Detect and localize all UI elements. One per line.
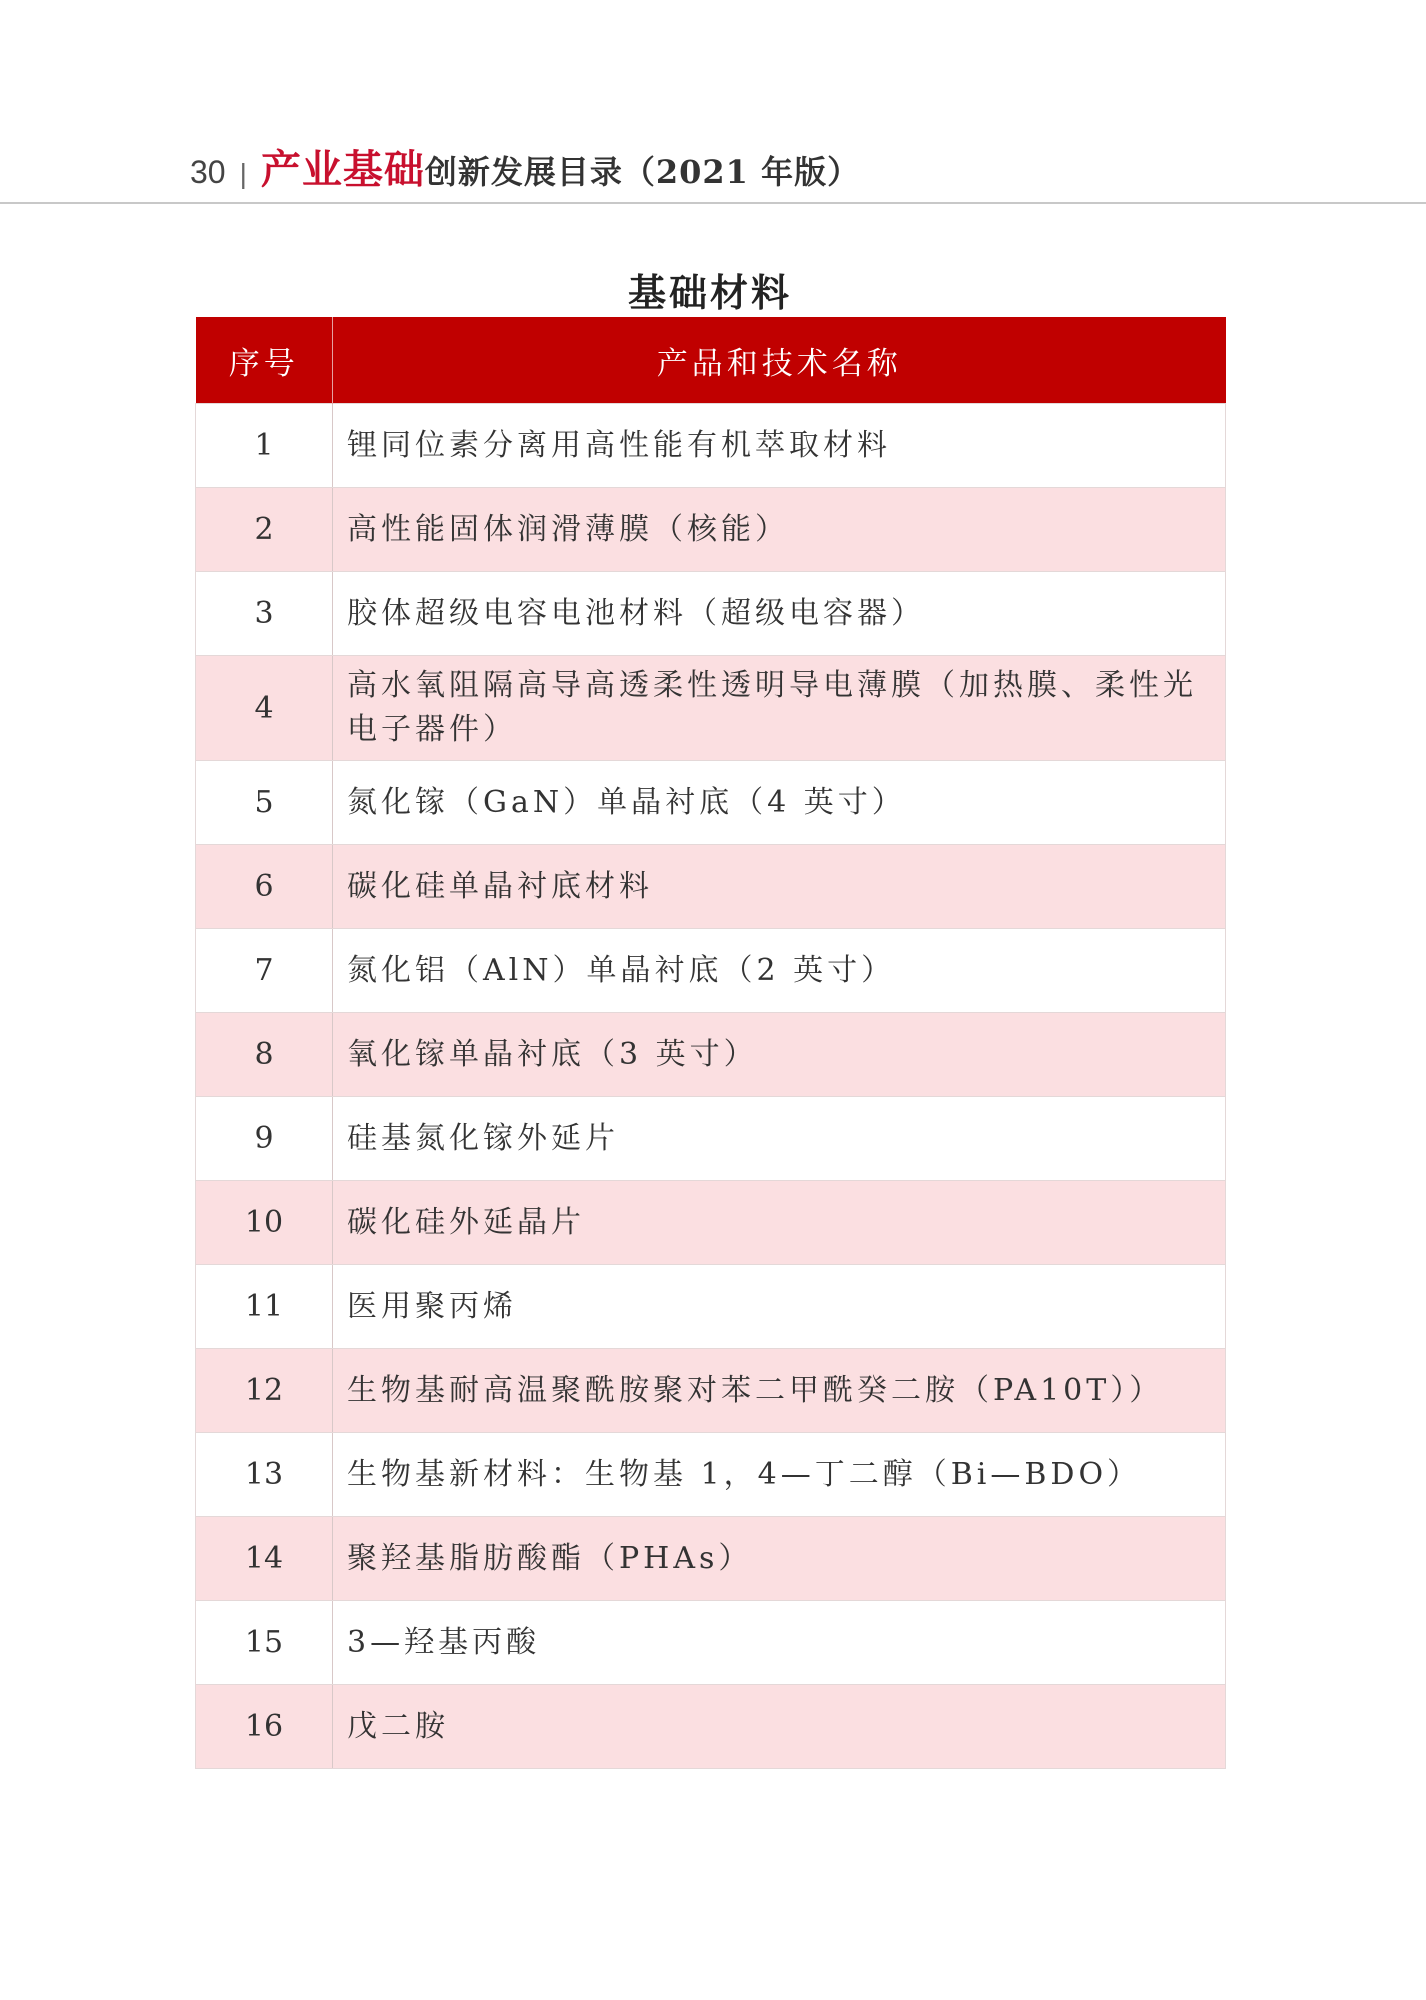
row-name: 3—羟基丙酸 bbox=[333, 1601, 1226, 1685]
table-header-row bbox=[196, 317, 1226, 404]
table-row bbox=[196, 761, 1226, 845]
table-row bbox=[196, 1013, 1226, 1097]
table-row bbox=[196, 1517, 1226, 1601]
row-name: 高性能固体润滑薄膜（核能） bbox=[333, 488, 1226, 572]
table-row bbox=[196, 1265, 1226, 1349]
row-number: 1 bbox=[196, 404, 333, 488]
column-header-number: 序号 bbox=[196, 317, 333, 404]
row-name: 氮化铝（AlN）单晶衬底（2 英寸） bbox=[333, 929, 1226, 1013]
row-number: 7 bbox=[196, 929, 333, 1013]
table-row bbox=[196, 929, 1226, 1013]
row-name: 氮化镓（GaN）单晶衬底（4 英寸） bbox=[333, 761, 1226, 845]
row-number: 13 bbox=[196, 1433, 333, 1517]
row-name: 胶体超级电容电池材料（超级电容器） bbox=[333, 572, 1226, 656]
table-row bbox=[196, 404, 1226, 488]
row-number: 9 bbox=[196, 1097, 333, 1181]
row-name: 戊二胺 bbox=[333, 1685, 1226, 1769]
table-row bbox=[196, 1349, 1226, 1433]
table-row bbox=[196, 1601, 1226, 1685]
row-name: 锂同位素分离用高性能有机萃取材料 bbox=[333, 404, 1226, 488]
row-name: 医用聚丙烯 bbox=[333, 1265, 1226, 1349]
row-name: 氧化镓单晶衬底（3 英寸） bbox=[333, 1013, 1226, 1097]
row-number: 8 bbox=[196, 1013, 333, 1097]
section-title: 基础材料 bbox=[627, 270, 792, 315]
row-number: 5 bbox=[196, 761, 333, 845]
row-number: 6 bbox=[196, 845, 333, 929]
row-name: 硅基氮化镓外延片 bbox=[333, 1097, 1226, 1181]
row-number: 3 bbox=[196, 572, 333, 656]
materials-table bbox=[195, 317, 1226, 1769]
row-number: 4 bbox=[196, 656, 333, 761]
row-name: 碳化硅外延晶片 bbox=[333, 1181, 1226, 1265]
row-name: 高水氧阻隔高导高透柔性透明导电薄膜（加热膜、柔性光电子器件） bbox=[333, 656, 1226, 761]
row-number: 2 bbox=[196, 488, 333, 572]
table-row bbox=[196, 1433, 1226, 1517]
table-row bbox=[196, 1181, 1226, 1265]
row-name: 生物基新材料：生物基 1，4—丁二醇（Bi—BDO） bbox=[333, 1433, 1226, 1517]
table-row bbox=[196, 1097, 1226, 1181]
page-header bbox=[0, 0, 1426, 204]
table-row bbox=[196, 488, 1226, 572]
row-number: 11 bbox=[196, 1265, 333, 1349]
row-number: 12 bbox=[196, 1349, 333, 1433]
header-separator: | bbox=[239, 158, 247, 189]
document-title-highlight: 产业基础 bbox=[260, 146, 425, 193]
table-row bbox=[196, 572, 1226, 656]
document-title-rest: 创新发展目录（2021 年版） bbox=[424, 153, 861, 191]
row-number: 10 bbox=[196, 1181, 333, 1265]
row-name: 聚羟基脂肪酸酯（PHAs） bbox=[333, 1517, 1226, 1601]
table-row bbox=[196, 845, 1226, 929]
table-row bbox=[196, 656, 1226, 761]
row-name: 碳化硅单晶衬底材料 bbox=[333, 845, 1226, 929]
row-number: 16 bbox=[196, 1685, 333, 1769]
row-number: 14 bbox=[196, 1517, 333, 1601]
header-line bbox=[190, 138, 860, 195]
page-number: 30 bbox=[190, 154, 226, 190]
row-name: 生物基耐高温聚酰胺聚对苯二甲酰癸二胺（PA10T）） bbox=[333, 1349, 1226, 1433]
row-number: 15 bbox=[196, 1601, 333, 1685]
table-row bbox=[196, 1685, 1226, 1769]
column-header-name: 产品和技术名称 bbox=[333, 317, 1226, 404]
